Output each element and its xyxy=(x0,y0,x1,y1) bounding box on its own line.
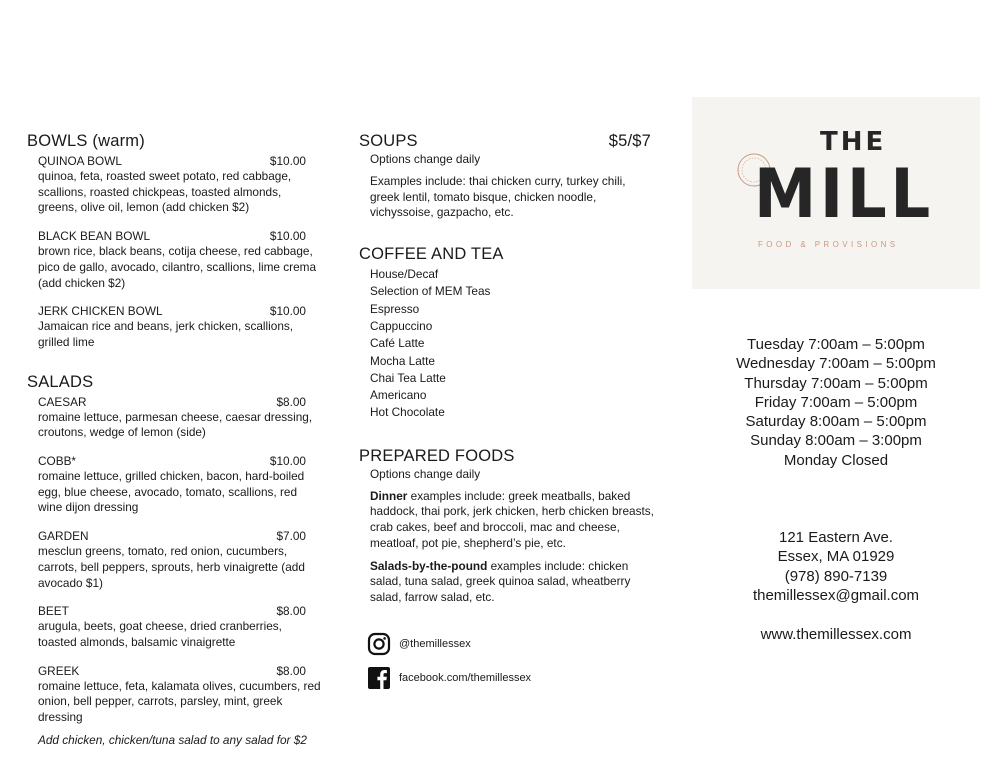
list-item: Mocha Latte xyxy=(370,353,435,368)
item-name: BLACK BEAN BOWL xyxy=(38,229,151,244)
item-price: $10.00 xyxy=(269,229,306,244)
bowls-heading: BOWLS (warm) xyxy=(27,132,145,150)
dinner-text: examples include: greek meatballs, baked haddock, thai pork, jerk chicken, herb chicken breasts, crab cakes, beef and broccoli, mac and cheese, meatloaf, pot pie, shepherd’s pie, etc. xyxy=(370,488,654,550)
item-name: GREEK xyxy=(38,663,80,678)
item-price: $8.00 xyxy=(276,604,306,619)
logo-tagline: FOOD & PROVISIONS xyxy=(758,240,899,249)
prepared-subtitle: Options change daily xyxy=(370,466,481,481)
facebook-url[interactable]: facebook.com/themillessex xyxy=(399,671,532,684)
item-price: $10.00 xyxy=(269,154,306,168)
address-line2: Essex, MA 01929 xyxy=(777,548,895,566)
address-line1: 121 Eastern Ave. xyxy=(779,529,893,547)
logo-mill: MILL xyxy=(754,155,934,234)
website-link[interactable]: www.themillessex.com xyxy=(760,626,912,644)
soups-header xyxy=(359,131,651,151)
menu-item xyxy=(38,228,327,291)
salad-addon-note: Add chicken, chicken/tuna salad to any salad for $2 xyxy=(38,732,307,747)
item-description: arugula, beets, goat cheese, dried cranberries, toasted almonds, balsamic vinaigrette xyxy=(38,619,282,649)
item-name: CAESAR xyxy=(38,394,87,409)
list-item: Chai Tea Latte xyxy=(370,370,446,385)
item-price: $10.00 xyxy=(269,304,306,319)
item-price: $10.00 xyxy=(269,454,306,469)
hours-line: Friday 7:00am – 5:00pm xyxy=(754,393,918,411)
logo-the: THE xyxy=(820,127,887,157)
contact-block xyxy=(692,528,980,605)
left-menu-column xyxy=(27,131,327,748)
menu-item xyxy=(38,453,327,516)
menu-item xyxy=(38,528,327,591)
facebook-icon xyxy=(367,666,391,690)
item-name: BEET xyxy=(38,604,69,619)
hours-line: Saturday 8:00am – 5:00pm xyxy=(745,413,927,431)
facebook-row[interactable] xyxy=(367,666,651,690)
mill-logo xyxy=(692,97,980,289)
item-name: COBB* xyxy=(38,454,77,469)
instagram-handle[interactable]: @themillessex xyxy=(399,637,471,650)
item-price: $8.00 xyxy=(276,663,306,678)
list-item: Americano xyxy=(370,388,427,403)
hours-line: Thursday 7:00am – 5:00pm xyxy=(744,374,928,392)
soups-heading: SOUPS xyxy=(359,132,418,150)
email-address[interactable]: themillessex@gmail.com xyxy=(752,586,920,604)
soups-price: $5/$7 xyxy=(608,132,651,150)
menu-item xyxy=(38,153,327,216)
hours-line: Monday Closed xyxy=(783,451,889,469)
hours-block xyxy=(692,335,980,470)
salads-heading: SALADS xyxy=(27,372,94,391)
soups-subtitle: Options change daily xyxy=(370,152,481,166)
item-description: Jamaican rice and beans, jerk chicken, scallions, grilled lime xyxy=(38,319,294,349)
item-name: QUINOA BOWL xyxy=(38,154,122,168)
list-item: Café Latte xyxy=(370,336,425,351)
instagram-icon xyxy=(367,632,391,656)
hours-line: Wednesday 7:00am – 5:00pm xyxy=(736,355,936,373)
item-description: romaine lettuce, parmesan cheese, caesar dressing, croutons, wedge of lemon (side) xyxy=(38,409,313,440)
item-description: mesclun greens, tomato, red onion, cucumbers, carrots, bell peppers, sprouts, herb vinaigrette (add avocado $1) xyxy=(38,544,305,590)
coffee-list xyxy=(370,266,651,422)
hours-line: Tuesday 7:00am – 5:00pm xyxy=(747,336,925,353)
list-item: House/Decaf xyxy=(370,267,439,282)
coffee-heading: COFFEE AND TEA xyxy=(359,245,504,264)
menu-item xyxy=(38,303,327,350)
salads-by-pound-label: Salads-by-the-pound xyxy=(370,558,488,573)
middle-menu-column xyxy=(359,131,654,690)
menu-item xyxy=(38,603,327,650)
phone-number[interactable]: (978) 890-7139 xyxy=(784,567,888,585)
item-description: brown rice, black beans, cotija cheese, red cabbage, pico de gallo, avocado, cilantro, scallions, lime crema (add chicken $2) xyxy=(38,244,317,290)
item-price: $7.00 xyxy=(276,529,306,544)
instagram-row[interactable] xyxy=(367,632,651,656)
menu-item xyxy=(38,394,327,441)
hours-line: Sunday 8:00am – 3:00pm xyxy=(750,432,922,450)
salads-by-pound-examples xyxy=(370,559,655,606)
item-description: romaine lettuce, grilled chicken, bacon, hard-boiled egg, blue cheese, avocado, tomato, scallions, red wine dijon dressing xyxy=(38,469,305,515)
list-item: Hot Chocolate xyxy=(370,405,445,420)
item-description: romaine lettuce, feta, kalamata olives, cucumbers, red onion, bell pepper, carrots, parsley, mint, greek dressing xyxy=(38,678,321,725)
item-name: JERK CHICKEN BOWL xyxy=(38,304,163,319)
dinner-examples xyxy=(370,489,655,552)
list-item: Cappuccino xyxy=(370,319,433,333)
list-item: Espresso xyxy=(370,301,420,316)
menu-item xyxy=(38,663,327,726)
item-name: GARDEN xyxy=(38,529,89,544)
info-column xyxy=(692,97,980,645)
prepared-foods-heading: PREPARED FOODS xyxy=(359,446,515,465)
item-description: quinoa, feta, roasted sweet potato, red cabbage, scallions, roasted chickpeas, toasted almonds, greens, olive oil, lemon (add chicken $2) xyxy=(38,169,292,215)
list-item: Selection of MEM Teas xyxy=(370,284,491,299)
salads-by-pound-text: examples include: chicken salad, tuna salad, greek quinoa salad, wheatberry salad, farrow salad, etc. xyxy=(370,558,631,604)
item-price: $8.00 xyxy=(276,394,306,409)
soups-examples: Examples include: thai chicken curry, turkey chili, greek lentil, tomato bisque, chicken noodle, vichyssoise, gazpacho, etc. xyxy=(370,174,626,220)
dinner-label: Dinner xyxy=(370,488,408,503)
